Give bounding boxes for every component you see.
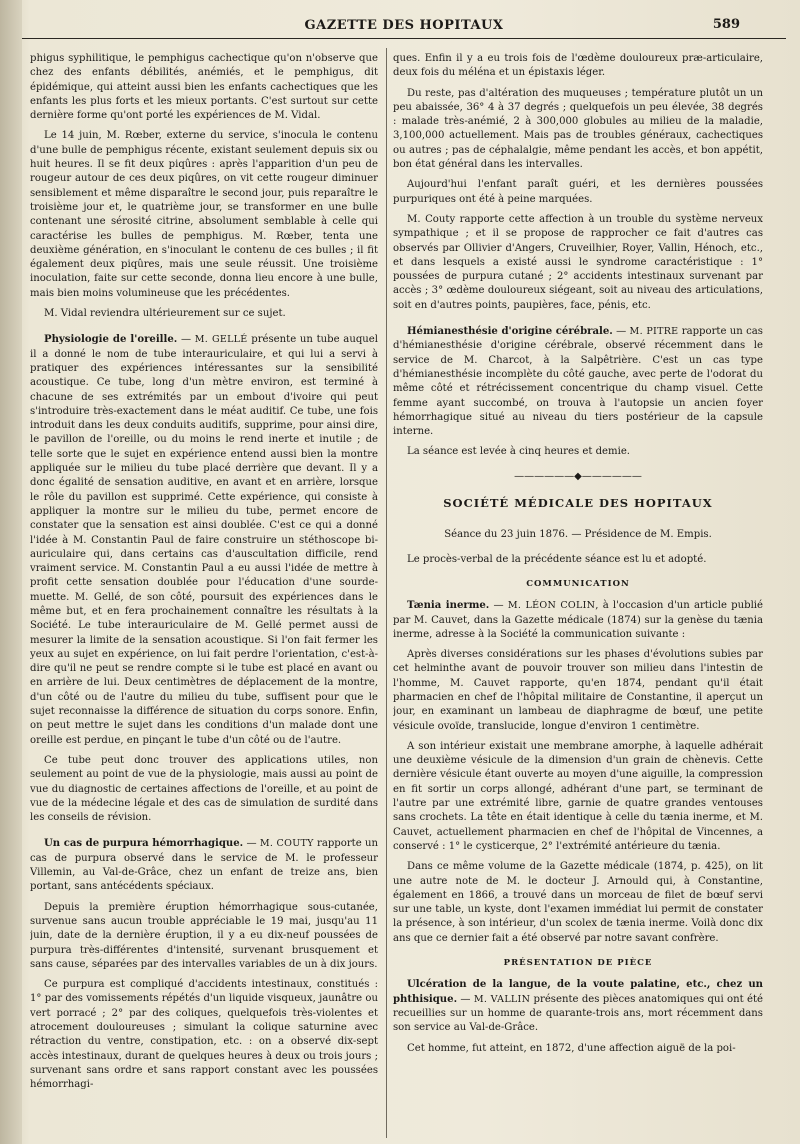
heading-dash: —: [243, 838, 260, 850]
article-hemianesthesie: [393, 325, 763, 439]
heading-dash: —: [489, 600, 508, 612]
article-heading: Hémianesthésie d'origine cérébrale.: [407, 326, 613, 338]
paragraph: Dans ce même volume de la Gazette médicale (1874, p. 425), on lit une autre note de M. le docteur J. Arnould qui, à Constantine, également en 1866, a trouvé dans un morceau de filet de bœuf servi sur une table, un kyste, dont l'examen immédiat lui permit de constater la présence, à son intérieur, d'un scolex de tænia inerme. Voilà donc dix ans que ce dernier fait a été observé par notre savant confrère.: [393, 861, 763, 944]
communication-heading: COMMUNICATION: [526, 578, 630, 589]
minutes-line: Le procès-verbal de la précédente séance est lu et adopté.: [407, 553, 707, 565]
article-heading: Un cas de purpura hémorrhagique.: [44, 838, 244, 850]
article-author: M. GELLÉ: [194, 334, 248, 346]
article-author: M. VALLIN: [473, 993, 531, 1005]
society-title: SOCIÉTÉ MÉDICALE DES HOPITAUX: [443, 496, 713, 511]
column-divider: [386, 48, 387, 1138]
article-ulceration: [393, 978, 763, 1055]
article-author: M. COUTY: [259, 838, 314, 850]
article-purpura: [30, 837, 378, 1092]
paragraph: rapporte un cas d'hémianesthésie d'origine cérébrale, observé récemment dans le service de M. Charcot, à la Salpêtrière. C'est un cas type d'hémianesthésie incomplète du côté gauche, avec perte de l'odorat du même côté et rétrécissement concentrique du champ visuel. Cette femme ayant succombé, on trouva à l'autopsie un ancien foyer hémorrhagique situé au niveau du tiers postérieur de la capsule interne.: [393, 326, 763, 438]
page-header: [22, 14, 786, 39]
paragraph: Aujourd'hui l'enfant paraît guéri, et les dernières poussées purpuriques ont été à peine marquées.: [393, 179, 763, 205]
paragraph: Depuis la première éruption hémorrhagique sous-cutanée, survenue sans aucun trouble appréciable le 19 mai, jusqu'au 11 juin, date de la dernière éruption, il y a eu dix-neuf poussées de purpura très-différentes d'intensité, survenant brusquement et sans cause, séparées par des intervalles variables de un à dix jours.: [30, 901, 378, 970]
paragraph: , à l'occasion d'un article publié par M. Cauvet, dans la Gazette médicale (1874) sur la genèse du tænia inerme, adresse à la Société la communication suivante :: [393, 600, 763, 640]
page-spine: [0, 0, 22, 1144]
seance-line: Séance du 23 juin 1876. — Présidence de M. Empis.: [444, 529, 712, 541]
left-column: [30, 52, 378, 1138]
right-column: [393, 52, 763, 1138]
article-heading: Tænia inerme.: [407, 600, 490, 612]
article-heading: Physiologie de l'oreille.: [44, 334, 178, 346]
article-taenia: [393, 599, 763, 946]
paragraph: M. Vidal reviendra ultérieurement sur ce sujet.: [44, 308, 286, 320]
article-author: M. PITRE: [629, 326, 679, 338]
article-author: M. LÉON COLIN: [507, 600, 596, 612]
paragraph: Le 14 juin, M. Rœber, externe du service, s'inocula le contenu d'une bulle de pemphigus récente, existant seulement depuis six ou huit heures. Il se fit deux piqûres : après l'apparition d'un peu de rougeur autour de ces deux piqûres, on vit cette rougeur diminuer sensiblement et même disparaître le second jour, puis reparaître le troisième jour et, le quatrième jour, se transformer en une bulle contenant une sérosité citrine, absolument semblable à celle qui caractérise les bulles de pemphigus. M. Rœber, tenta une deuxième génération, en s'inoculant le contenu de ces bulles ; il fit également deux piqûres, mais une seule réussit. Une troisième inoculation, faite sur cette seconde, donna lieu encore à une bulle, mais bien moins volumineuse que les précédentes.: [30, 130, 378, 299]
paragraph: Après diverses considérations sur les phases d'évolutions subies par cet helminthe avant de pouvoir trouver son milieu dans l'intestin de l'homme, M. Cauvet rapporte, qu'en 1874, pendant qu'il était pharmacien en chef de l'hôpital militaire de Constantine, il aperçut un jour, en examinant un lambeau de diaphragme de bœuf, une petite vésicule ovoïde, translucide, longue d'environ 1 centimètre.: [393, 649, 763, 732]
paragraph: présente un tube auquel il a donné le nom de tube interauriculaire, et qui lui a servi à pratiquer des expériences intéressantes sur la sensibilité acoustique. Ce tube, long d'un mètre environ, est terminé à chacune de ses extrémités par un embout d'ivoire qui peut s'introduire très-exactement dans le méat auditif. Ce tube, une fois introduit dans les deux conduits auditifs, supprime, pour ainsi dire, le pavillon de l'oreille, ou du moins le rend inerte et inutile ; de telle sorte que le sujet en expérience entend aussi bien la montre appliquée sur le milieu du tube placé derrière que devant. Il y a donc égalité de sensation auditive, en avant et en arrière, lorsque le rôle du pavillon est supprimé. Cette expérience, qui consiste à appliquer la montre sur le milieu du tube, permet encore de constater que la sensation est ainsi doublée. C'est ce qui a donné l'idée à M. Constantin Paul de faire construire un stéthoscope bi-auriculaire qui, dans certains cas d'auscultation difficile, rend vraiment service. M. Constantin Paul a eu aussi l'idée de mettre à profit cette sensation doublée pour l'éducation d'une sourde-muette. M. Gellé, de son côté, poursuit des expériences dans le même but, et en fera prochainement connaître les résultats à la Société. Le tube interauriculaire de M. Gellé permet aussi de mesurer la limite de la sensation acoustique. Si l'on fait fermer les yeux au sujet en expérience, on lui fait perdre l'orientation, c'est-à-dire qu'il ne peut se rendre compte si le tube est placé en avant ou en arrière de lui. Deux centimètres de déplacement de la montre, d'un côté ou de l'autre du milieu du tube, suffisent pour que le sujet reconnaisse la différence de situation du corps sonore. Enfin, on peut mettre le sujet dans les conditions d'un malade dont une oreille est perdue, en pinçant le tube d'un côté ou de l'autre.: [30, 334, 378, 746]
paragraph: présente des pièces anatomiques qui ont été recueillies sur un homme de quarante-trois ans, mort récemment dans son service au Val-de-Grâce.: [393, 993, 763, 1034]
paragraph: phigus syphilitique, le pemphigus cachectique qu'on n'observe que chez des enfants débilités, anémiés, et le pemphigus, dit épidémique, qui atteint aussi bien les enfants cachectiques que les enfants les plus forts et les mieux portants. C'est surtout sur cette dernière forme qu'ont porté les expériences de M. Vidal.: [30, 53, 378, 122]
page-number: 589: [712, 17, 740, 32]
article-physiologie-oreille: [30, 333, 378, 825]
paragraph: A son intérieur existait une membrane amorphe, à laquelle adhérait une deuxième vésicule de la dimension d'un grain de chènevis. Cette dernière vésicule étant ouverte au moyen d'une aiguille, la compression en fit sortir un corps allongé, adhérant d'une part, se terminant de l'autre par une extrémité libre, garnie de quatre grandes ventouses sans crochets. La tête en était identique à celle du tænia inerme, et M. Cauvet, actuellement pharmacien en chef de l'hôpital de Vincennes, a conservé : 1° le cysticerque, 2° l'extrémité antérieure du tænia.: [393, 740, 763, 852]
paragraph: rapporte un cas de purpura observé dans le service de M. le professeur Villemin, au Val-de-Grâce, chez un enfant de treize ans, bien portant, sans antécédents spéciaux.: [30, 838, 378, 893]
paragraph: ques. Enfin il y a eu trois fois de l'œdème douloureux præ-articulaire, deux fois du méléna et un épistaxis léger.: [393, 53, 763, 79]
presentation-heading: PRÉSENTATION DE PIÈCE: [503, 958, 653, 969]
section-separator: ——————◆——————: [514, 470, 642, 482]
closing-line: La séance est levée à cinq heures et demie.: [407, 446, 631, 458]
paragraph: M. Couty rapporte cette affection à un trouble du système nerveux sympathique ; et il se propose de rapprocher ce fait d'autres cas observés par Ollivier d'Angers, Cruveilhier, Royer, Vallin, Hénoch, etc., et dans lesquels a existé aussi le syndrome caractéristique : 1° poussées de purpura cutané ; 2° accidents intestinaux survenant par accès ; 3° œdème douloureux siégeant, soit au niveau des articulations, soit en d'autres points, paupières, face, pénis, etc.: [393, 213, 763, 311]
heading-dash: —: [612, 326, 630, 338]
paragraph: Ce tube peut donc trouver des applications utiles, non seulement au point de vue de la physiologie, mais aussi au point de vue du diagnostic de certaines affections de l'oreille, et au point de vue de la médecine légale et des cas de simulation de surdité dans les conseils de révision.: [30, 754, 378, 824]
paragraph: Du reste, pas d'altération des muqueuses ; température plutôt un un peu abaissée, 36° 4 à 37 degrés ; quelquefois un peu élevée, 38 degrés : malade très-anémié, 2 à 300,000 globules au milieu de la maladie, 3,100,000 actuellement. Mais pas de troubles généraux, cachectiques ou autres ; pas de céphalalgie, même pendant les accès, et bon appétit, bon état général dans les intervalles.: [393, 87, 763, 171]
paragraph: Ce purpura est compliqué d'accidents intestinaux, constitués : 1° par des vomissements répétés d'un liquide visqueux, jaunâtre ou vert porracé ; 2° par des coliques, quelquefois très-violentes et atrocement douloureuses ; simulant la colique saturnine avec rétraction du ventre, constipation, etc. : on a observé dix-sept accès intestinaux, durant de quelques heures à deux ou trois jours ; survenant sans ordre et sans rapport constant avec les poussées hémorrhagi-: [30, 979, 378, 1091]
paragraph: Cet homme, fut atteint, en 1872, d'une affection aiguë de la poi-: [407, 1042, 736, 1054]
journal-title: GAZETTE DES HOPITAUX: [304, 18, 504, 33]
heading-dash: —: [457, 993, 474, 1005]
article-heading: Ulcération de la langue, de la voute palatine, etc., chez un phthisique.: [393, 979, 763, 1005]
heading-dash: —: [177, 334, 195, 346]
